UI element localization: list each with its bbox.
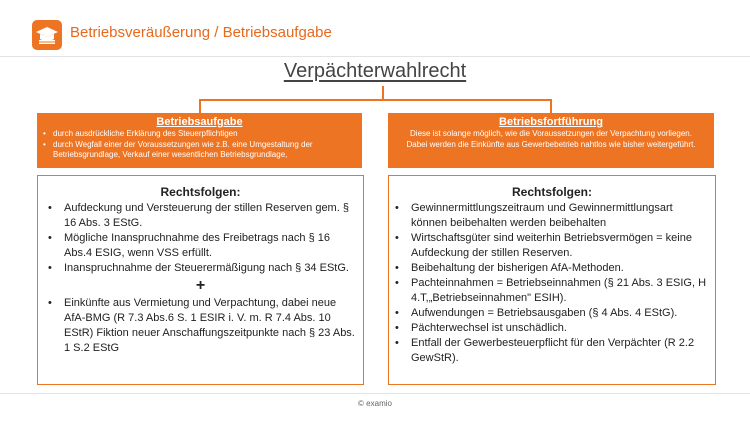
rechtsfolgen-left-list-2 [38, 296, 363, 356]
list-item: • durch ausdrückliche Erklärung des Steuerpflichtigen [41, 129, 358, 140]
footer-divider [0, 393, 750, 394]
betriebsfortfuehrung-text: Diese ist solange möglich, wie die Voraussetzungen der Verpachtung vorliegen. Dabei werden die Einkünfte aus Gewerbebetrieb nahtlos wie bisher weitergeführt. [406, 129, 696, 149]
main-title: Verpächterwahlrecht [283, 60, 467, 82]
betriebsaufgabe-box [37, 113, 362, 168]
list-item: • Pächterwechsel ist unschädlich. [393, 321, 707, 336]
betriebsfortfuehrung-title: Betriebsfortführung [499, 116, 603, 128]
list-item: • Beibehaltung der bisherigen AfA-Methoden. [393, 261, 707, 276]
footer-copyright: © examio [358, 399, 392, 408]
list-item: • Mögliche Inanspruchnahme des Freibetrags nach § 16 Abs.4 ESIG, wenn VSS erfüllt. [46, 231, 355, 261]
betriebsfortfuehrung-box [388, 113, 714, 168]
list-item: • Pachteinnahmen = Betriebseinnahmen (§ 21 Abs. 3 ESIG, H 4.T,„Betriebseinnahmen" ESIH). [393, 276, 707, 306]
list-item: • Aufdeckung und Versteuerung der stillen Reserven gem. § 16 Abs. 3 EStG. [46, 201, 355, 231]
list-item: • Aufwendungen = Betriebsausgaben (§ 4 Abs. 4 EStG). [393, 306, 707, 321]
rechtsfolgen-left-box [37, 175, 364, 385]
header-title: Betriebsveräußerung / Betriebsaufgabe [70, 24, 332, 41]
list-item: • Einkünfte aus Vermietung und Verpachtung, dabei neue AfA-BMG (R 7.3 Abs.6 S. 1 ESIR i. V. m. R 7.4 Abs. 10 EStR) Fiktion neuer Anschaffungszeitpunkte nach § 23 Abs. 1 S.2 EStG [46, 296, 355, 356]
list-item: • durch Wegfall einer der Voraussetzungen wie z.B. eine Umgestaltung der Betriebsgrundlage, Verkauf einer wesentlichen Betriebsgrundlage, [41, 140, 358, 161]
betriebsaufgabe-list [37, 129, 362, 161]
rechtsfolgen-left-list [38, 201, 363, 276]
list-item: • Entfall der Gewerbesteuerpflicht für den Verpächter (R 2.2 GewStR). [393, 336, 707, 366]
rechtsfolgen-right-box [388, 175, 716, 385]
rechtsfolgen-right-list [389, 201, 715, 366]
betriebsaufgabe-title: Betriebsaufgabe [156, 116, 243, 128]
list-item: • Wirtschaftsgüter sind weiterhin Betriebsvermögen = keine Aufdeckung der stillen Reserven. [393, 231, 707, 261]
plus-sign: + [195, 277, 206, 294]
rechtsfolgen-right-title: Rechtsfolgen: [511, 185, 592, 199]
rechtsfolgen-left-title: Rechtsfolgen: [160, 185, 241, 199]
list-item: • Gewinnermittlungszeitraum und Gewinnermittlungsart können beibehalten werden beibehalten [393, 201, 707, 231]
list-item: • Inanspruchnahme der Steuerermäßigung nach § 34 EStG. [46, 261, 355, 276]
connector-lines [0, 0, 750, 120]
